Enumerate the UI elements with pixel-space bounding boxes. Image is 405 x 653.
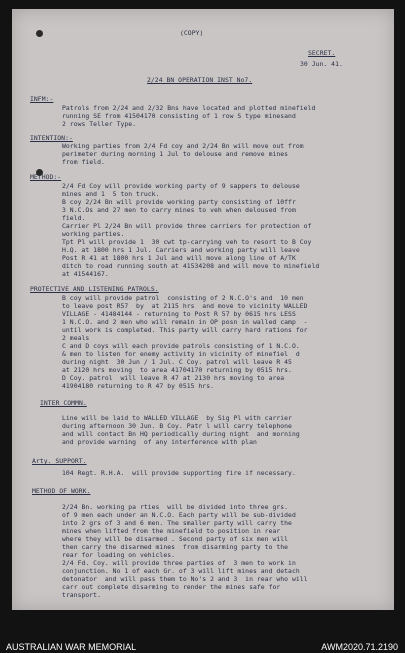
method-of-work-line: rear for loading on vehicles. [62,551,176,559]
method-line: field. [62,214,86,222]
info-line: 2 rows Teller Type. [62,120,137,128]
method-of-work-line: detonator and will pass them to No's 2 and 3 in rear who will [62,575,308,583]
section-heading-info: INFM:- [30,95,54,103]
document-page [12,9,394,610]
method-of-work-line: 2/24 Bn. working pa rties will be divided into three grs. [62,503,289,511]
copy-label: (COPY) [180,29,204,37]
method-of-work-line: mines when lifted from the minefield to position in rear [62,527,281,535]
patrols-line: 2 meals [62,334,90,342]
section-heading-method-of-work: METHOD OF WORK. [32,487,91,495]
section-heading-inter-commn: INTER COMMN. [40,399,87,407]
method-of-work-line: into 2 grs of 3 and 6 men. The smaller party will carry the [62,519,292,527]
method-of-work-line: where they will be disarmed . Second party of six men will [62,535,289,543]
patrols-line: during night 30 Jun / 1 Jul. C Coy. patrol will leave R 45 [62,358,292,366]
arty-line: 104 Regt. R.H.A. will provide supporting fire if necessary. [62,469,296,477]
patrols-line: until work is completed. This party will carry hard rations for [62,326,308,334]
patrols-line: to leave post R57 by at 2115 hrs and move to vicinity WALLED [62,302,308,310]
intention-line: from field. [62,158,105,166]
footer-institution: AUSTRALIAN WAR MEMORIAL [6,642,137,652]
method-of-work-line: conjunction. No 1 of each Gr. of 3 will lift mines and detach [62,567,300,575]
intention-line: perimeter during morning 1 Jul to delouse and remove mines [62,150,289,158]
method-of-work-line: then carry the disarmed mines from disarming party to the [62,543,289,551]
classification: SECRET. [308,49,336,57]
method-line: 3 N.C.Os and 27 men to carry mines to veh when deloused from [62,206,296,214]
patrols-line: B coy will provide patrol consisting of 2 N.C.O's and 10 men [62,294,304,302]
intercomm-line: during afternoon 30 Jun. B Coy. Patr l will carry telephone [62,422,292,430]
method-of-work-line: transport. [62,591,101,599]
method-line: working parties. [62,230,125,238]
patrols-line: at 2120 hrs moving to area 41704170 returning by 0515 hrs. [62,366,292,374]
method-line: Tpt Pl will provide 1 30 cwt tp-carrying veh to resort to B Coy [62,238,312,246]
archive-footer [0,613,405,653]
punch-hole [36,30,43,37]
footer-accession-number: AWM2020.71.2190 [321,642,398,652]
section-heading-protective-patrols: PROTECTIVE AND LISTENING PATROLS. [30,285,159,293]
method-line: Carrier Pl 2/24 Bn will provide three carriers for protection of [62,222,312,230]
document-date: 30 Jun. 41. [300,60,343,68]
info-line: Patrols from 2/24 and 2/32 Bns have located and plotted minefield [62,104,316,112]
method-line: at 41544167. [62,270,109,278]
patrols-line: D Coy. patrol will leave R 47 at 2130 hrs moving to area [62,374,285,382]
method-of-work-line: of 9 men each under an N.C.O. Each party will be sub-divided [62,511,296,519]
intercomm-line: and provide warning of any interference with plan [62,438,257,446]
method-line: ditch to road running south at 41534208 and will move to minefield [62,262,320,270]
method-line: Post R 41 at 1800 hrs 1 Jul and will move along line of A/TK [62,254,296,262]
method-line: mines and 1 5 ton truck. [62,190,160,198]
method-line: B coy 2/24 Bn will provide working party consisting of 10ffr [62,198,296,206]
method-line: 2/4 Fd Coy will provide working party of 9 sappers to delouse [62,182,300,190]
section-heading-method: METHOD:- [30,173,62,181]
document-title: 2/24 BN OPERATION INST No7. [147,76,253,84]
section-heading-intention: INTENTION:- [30,134,73,142]
method-of-work-line: carr out complete disarming to render the mines safe for [62,583,281,591]
intercomm-line: Line will be laid to WALLED VILLAGE by Sig Pl with carrier [62,414,292,422]
intention-line: Working parties from 2/4 Fd coy and 2/24 Bn will move out from [62,142,304,150]
patrols-line: C and D coys will each provide patrols consisting of 1 N.C.O. [62,342,300,350]
info-line: running SE from 41504170 consisting of 1 row S type minesand [62,112,296,120]
patrols-line: 41904180 returning to R 47 by 0515 hrs. [62,382,215,390]
section-heading-arty-support: Arty. SUPPORT. [32,457,87,465]
intercomm-line: and will contact Bn HQ periodically during night and morning [62,430,300,438]
patrols-line: & men to listen for enemy activity in vicinity of minefiel d [62,350,300,358]
patrols-line: VILLAGE - 41484144 - returning to Post R 57 by 0615 hrs LESS [62,310,296,318]
patrols-line: 1 N.C.O. and 2 men who will remain in OP posn in walled camp - [62,318,308,326]
method-of-work-line: 2/4 Fd. Coy. will provide three parties of 3 men to work in [62,559,296,567]
method-line: H.Q. at 1800 hrs 1 Jul. Carriers and working party will leave [62,246,300,254]
